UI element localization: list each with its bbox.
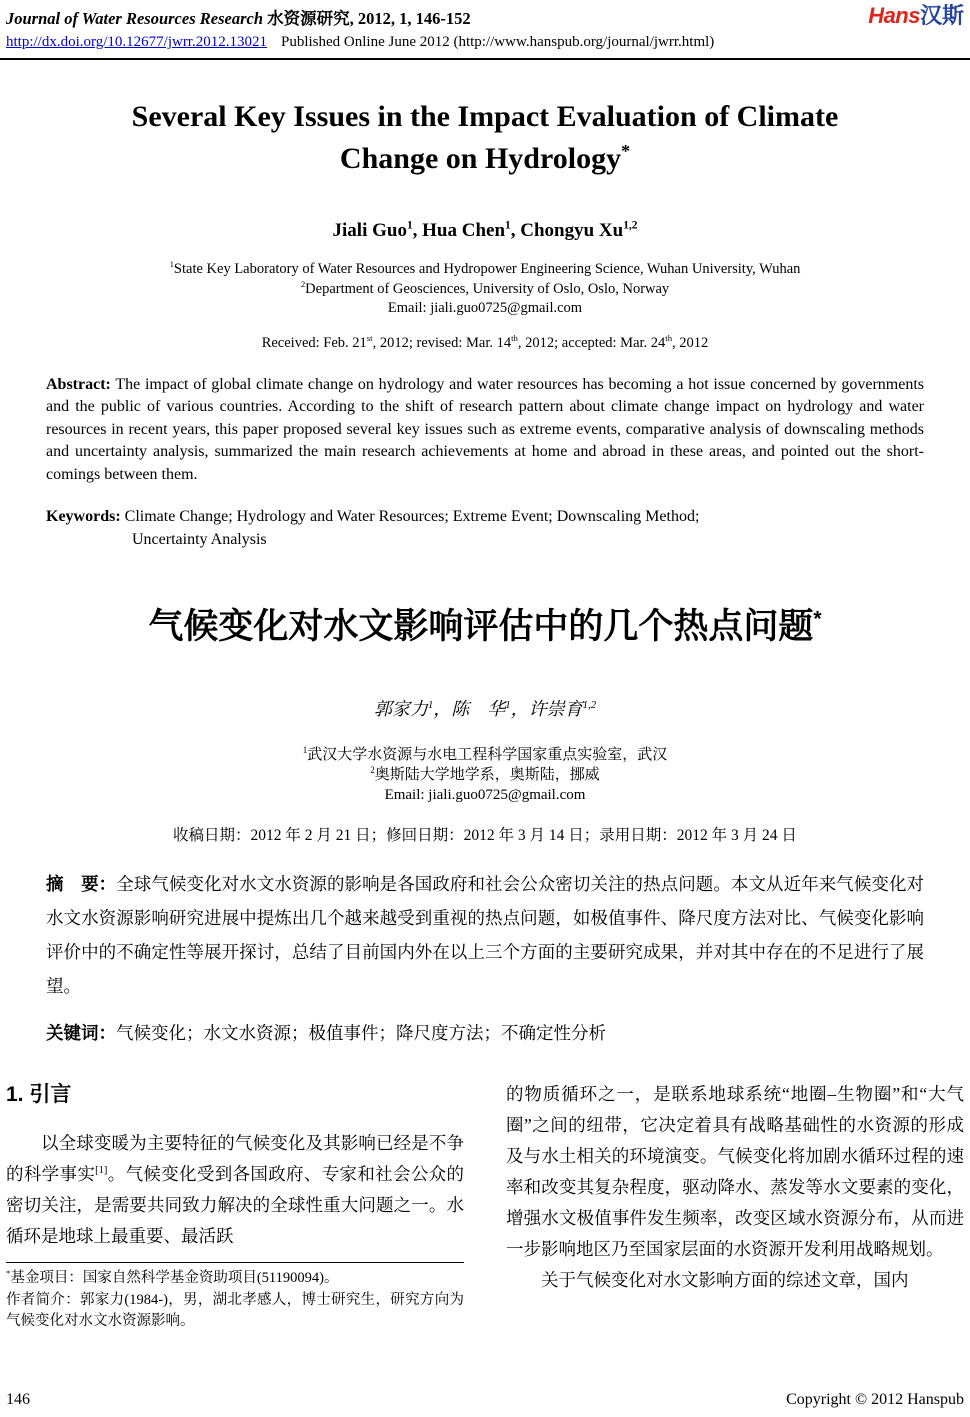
abstract-english (46, 374, 924, 487)
doi-link[interactable]: http://dx.doi.org/10.12677/jwrr.2012.13021 (6, 34, 267, 50)
keywords-line1: Climate Change; Hydrology and Water Resources; Extreme Event; Downscaling Method; (120, 508, 700, 525)
affiliations-english (0, 260, 970, 319)
abstract-cn-label: 摘 要： (46, 874, 117, 894)
footnote-funding: *基金项目：国家自然科学基金资助项目(51190094)。 (6, 1268, 339, 1286)
article-title-english: Several Key Issues in the Impact Evaluation of Climate Change on Hydrology* (131, 100, 839, 175)
abstract-chinese (46, 867, 924, 1003)
page-footer (6, 1391, 964, 1409)
email-cn-line: Email: jiali.guo0725@gmail.com (384, 787, 586, 803)
keywords-label: Keywords: (46, 508, 121, 525)
page-number: 146 (6, 1391, 30, 1408)
abstract-text: The impact of global climate change on hydrology and water resources has becoming a hot issue concerned by governments and the public of various countries. According to the shift of research pattern about climate change impact on hydrology and water resources in recent years, this paper proposed several key issues such as extreme events, comparative analysis of downscaling methods and uncertainty analysis, summarized the main research achievements at home and abroad in these areas, and pointed out the short-comings between them. (46, 375, 924, 483)
authors-chinese: 郭家力$^1$，陈 华$^1$，许崇育$^{1,2}$ (373, 699, 597, 719)
journal-title-line (6, 5, 471, 29)
affiliation-line-1: $^1$State Key Laboratory of Water Resources and Hydropower Engineering Science, Wuhan University, Wuhan (169, 259, 801, 277)
footnote-author-bio: 作者简介：郭家力(1984-)，男，湖北孝感人，博士研究生，研究方向为气候变化对水文水资源影响。 (6, 1291, 464, 1329)
journal-name-english: Journal of Water Resources Research (6, 9, 263, 28)
received-dates-chinese: 收稿日期：2012 年 2 月 21 日；修回日期：2012 年 3 月 14 日；录用日期：2012 年 3 月 24 日 (173, 827, 797, 844)
keywords-line2: Uncertainty Analysis (132, 530, 267, 548)
journal-name-chinese-issue: 水资源研究, 2012, 1, 146-152 (263, 9, 471, 28)
article-title-chinese: 气候变化对水文影响评估中的几个热点问题* (148, 607, 822, 646)
published-online-text: Published Online June 2012 (http://www.hanspub.org/journal/jwrr.html) (280, 34, 715, 50)
right-column (506, 1079, 964, 1333)
received-dates-english: Received: Feb. 21st, 2012; revised: Mar. 14th, 2012; accepted: Mar. 24th, 2012 (261, 332, 709, 351)
left-column (6, 1079, 464, 1333)
affiliation-cn-line-2: $^2$奥斯陆大学地学系，奥斯陆，挪威 (370, 765, 600, 783)
page-header (0, 0, 970, 60)
keywords-chinese (46, 1021, 924, 1045)
intro-paragraph-1: 以全球变暖为主要特征的气候变化及其影响已经是不争的科学事实[1]。气候变化受到各国政府、专家和社会公众的密切关注，是需要共同致力解决的全球性重大问题之一。水循环是地球上最重要、最活跃 (6, 1133, 465, 1246)
authors-english: Jiali Guo$^1$, Hua Chen$^1$, Chongyu Xu$^{1,2}$ (332, 219, 638, 241)
abstract-cn-text: 全球气候变化对水文水资源的影响是各国政府和社会公众密切关注的热点问题。本文从近年来气候变化对水文水资源影响研究进展中提炼出几个越来越受到重视的热点问题，如极值事件、降尺度方法对比、气候变化影响评价中的不确定性等展开探讨，总结了目前国内外在以上三个方面的主要研究成果，并对其中存在的不足进行了展望。 (46, 874, 925, 996)
hanspub-logo (868, 5, 964, 27)
doi-line (6, 34, 964, 58)
hans-logo-chinese: 汉斯 (919, 3, 964, 28)
footnote-block (6, 1262, 464, 1333)
affiliation-cn-line-1: $^1$武汉大学水资源与水电工程科学国家重点实验室，武汉 (302, 745, 668, 763)
affiliations-chinese (0, 745, 970, 805)
keywords-cn-label: 关键词： (46, 1023, 116, 1043)
keywords-english (46, 506, 924, 551)
copyright-text: Copyright © 2012 Hanspub (786, 1391, 964, 1408)
hans-logo-text: Hans (868, 3, 920, 28)
two-column-body (6, 1079, 964, 1333)
email-line: Email: jiali.guo0725@gmail.com (387, 300, 583, 316)
abstract-label: Abstract: (46, 375, 111, 393)
intro-paragraph-2: 关于气候变化对水文影响方面的综述文章，国内 (541, 1270, 909, 1290)
keywords-cn-text: 气候变化；水文水资源；极值事件；降尺度方法；不确定性分析 (116, 1023, 606, 1043)
section-1-heading: 1. 引言 (6, 1083, 72, 1106)
affiliation-line-2: $^2$Department of Geosciences, University of Oslo, Oslo, Norway (300, 278, 670, 297)
intro-paragraph-1-continued: 的物质循环之一，是联系地球系统“地圈–生物圈”和“大气圈”之间的纽带，它决定着具有战略基础性的水资源的形成及与水土相关的环境演变。气候变化将加剧水循环过程的速率和改变其复杂程度，驱动降水、蒸发等水文要素的变化，增强水文极值事件发生频率，改变区域水资源分布，从而进一步影响地区乃至国家层面的水资源开发利用战略规划。 (506, 1084, 964, 1259)
